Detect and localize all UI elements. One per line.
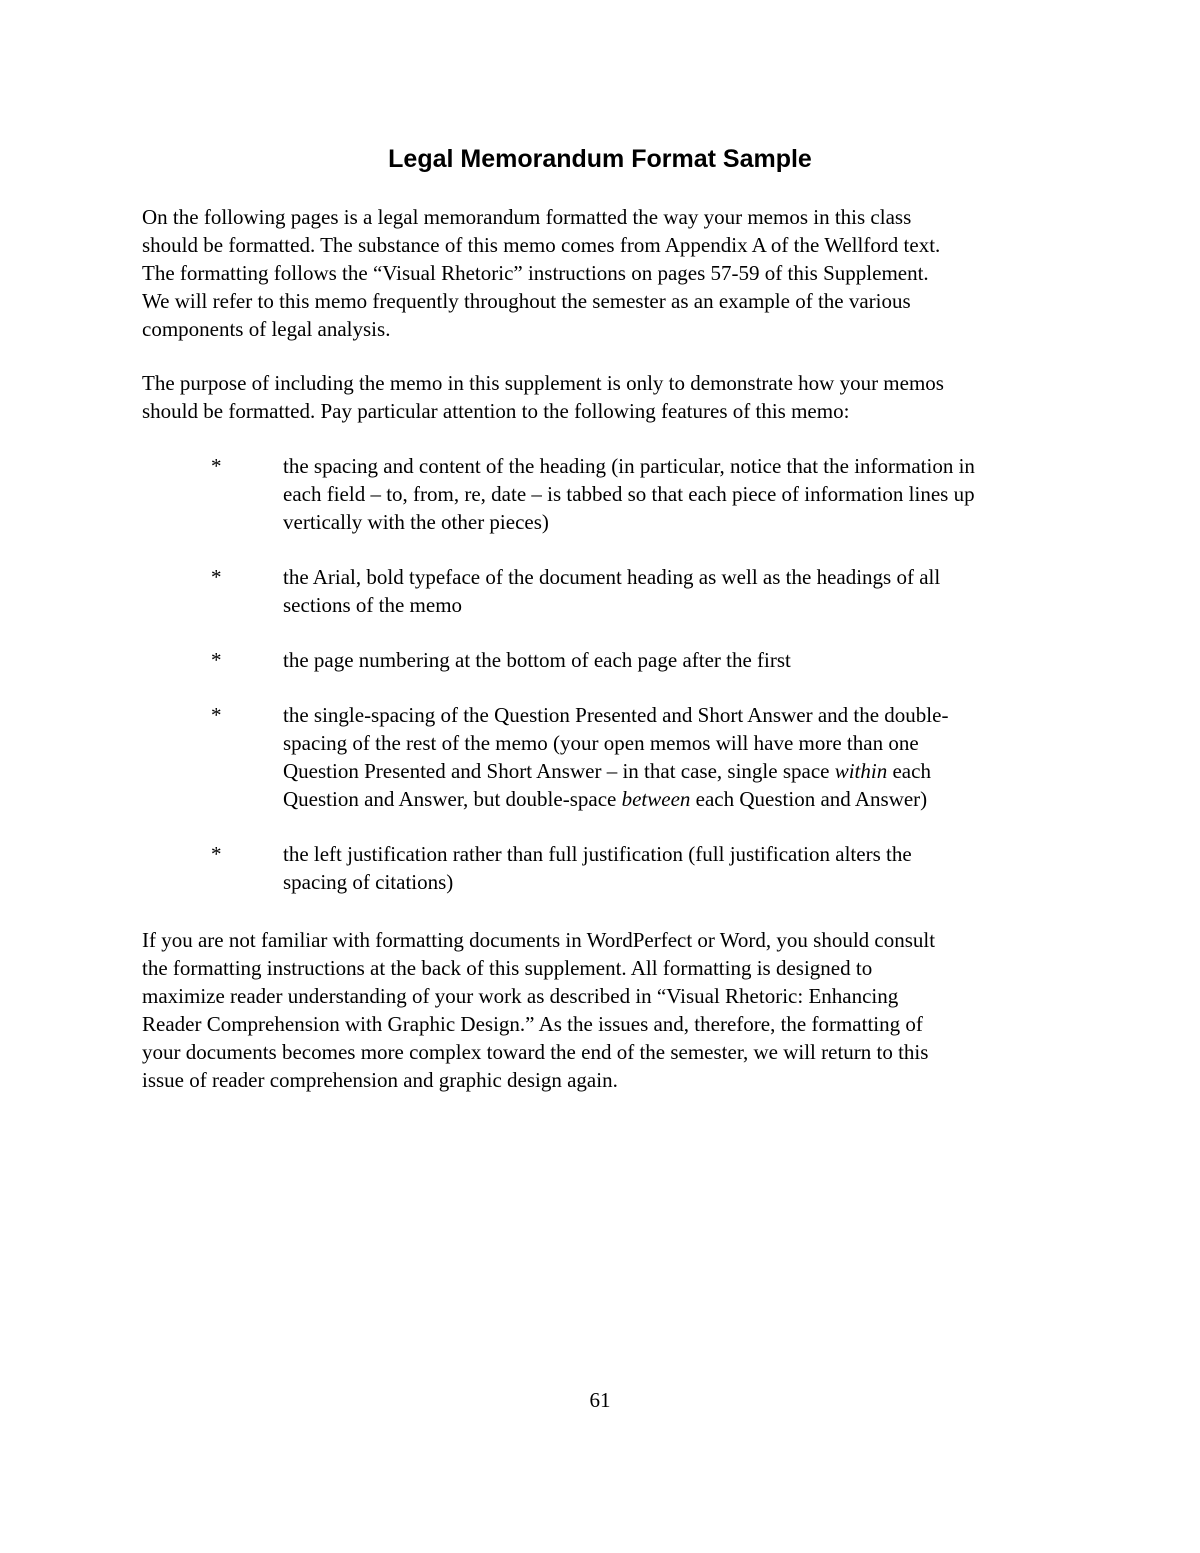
list-item-line: the left justification rather than full justification (full justification alters the bbox=[283, 842, 912, 866]
list-item-line bbox=[283, 785, 1082, 813]
emphasis-text: between bbox=[621, 787, 691, 811]
intro-line: should be formatted. The substance of this memo comes from Appendix A of the Wellford text. bbox=[142, 233, 941, 257]
list-item bbox=[142, 452, 1082, 536]
closing-line: Reader Comprehension with Graphic Design.” As the issues and, therefore, the formatting of bbox=[142, 1012, 923, 1036]
list-item-line: the spacing and content of the heading (in particular, notice that the information in bbox=[283, 454, 975, 478]
closing-paragraph bbox=[142, 926, 1082, 1094]
purpose-paragraph bbox=[142, 369, 1082, 425]
list-item-line: the single-spacing of the Question Presented and Short Answer and the double- bbox=[283, 703, 949, 727]
feature-list bbox=[142, 452, 1082, 923]
purpose-line: The purpose of including the memo in this supplement is only to demonstrate how your memos bbox=[142, 371, 944, 395]
bullet-marker: * bbox=[211, 842, 222, 866]
closing-line: the formatting instructions at the back of this supplement. All formatting is designed to bbox=[142, 956, 873, 980]
closing-line: issue of reader comprehension and graphic design again. bbox=[142, 1068, 618, 1092]
intro-line: The formatting follows the “Visual Rhetoric” instructions on pages 57-59 of this Supplement. bbox=[142, 261, 929, 285]
bullet-marker: * bbox=[211, 703, 222, 727]
line-text: each bbox=[887, 759, 931, 783]
list-item bbox=[142, 563, 1082, 619]
list-item-line: vertically with the other pieces) bbox=[283, 510, 549, 534]
list-item-line: the page numbering at the bottom of each page after the first bbox=[283, 648, 791, 672]
list-item bbox=[142, 701, 1082, 813]
closing-line: your documents becomes more complex toward the end of the semester, we will return to this bbox=[142, 1040, 929, 1064]
list-item-line: spacing of the rest of the memo (your open memos will have more than one bbox=[283, 731, 919, 755]
bullet-marker: * bbox=[211, 454, 222, 478]
list-item-line: the Arial, bold typeface of the document heading as well as the headings of all bbox=[283, 565, 941, 589]
emphasis-text: within bbox=[834, 759, 888, 783]
purpose-line: should be formatted. Pay particular attention to the following features of this memo: bbox=[142, 399, 850, 423]
document-title: Legal Memorandum Format Sample bbox=[388, 145, 812, 173]
closing-line: If you are not familiar with formatting documents in WordPerfect or Word, you should consult bbox=[142, 928, 936, 952]
list-item-line: spacing of citations) bbox=[283, 870, 454, 894]
intro-line: On the following pages is a legal memorandum formatted the way your memos in this class bbox=[142, 205, 912, 229]
list-item bbox=[142, 840, 1082, 896]
line-text: Question and Answer, but double-space bbox=[283, 787, 622, 811]
line-text: Question Presented and Short Answer – in that case, single space bbox=[283, 759, 835, 783]
intro-paragraph bbox=[142, 203, 1082, 343]
page-number: 61 bbox=[589, 1388, 611, 1412]
intro-line: We will refer to this memo frequently throughout the semester as an example of the various bbox=[142, 289, 911, 313]
list-item-line: sections of the memo bbox=[283, 593, 463, 617]
line-text: each Question and Answer) bbox=[690, 787, 928, 811]
list-item-line: each field – to, from, re, date – is tabbed so that each piece of information lines up bbox=[283, 482, 975, 506]
list-item-line bbox=[283, 757, 1082, 785]
bullet-marker: * bbox=[211, 648, 222, 672]
list-item bbox=[142, 646, 1082, 674]
intro-line: components of legal analysis. bbox=[142, 317, 391, 341]
closing-line: maximize reader understanding of your work as described in “Visual Rhetoric: Enhancing bbox=[142, 984, 899, 1008]
bullet-marker: * bbox=[211, 565, 222, 589]
